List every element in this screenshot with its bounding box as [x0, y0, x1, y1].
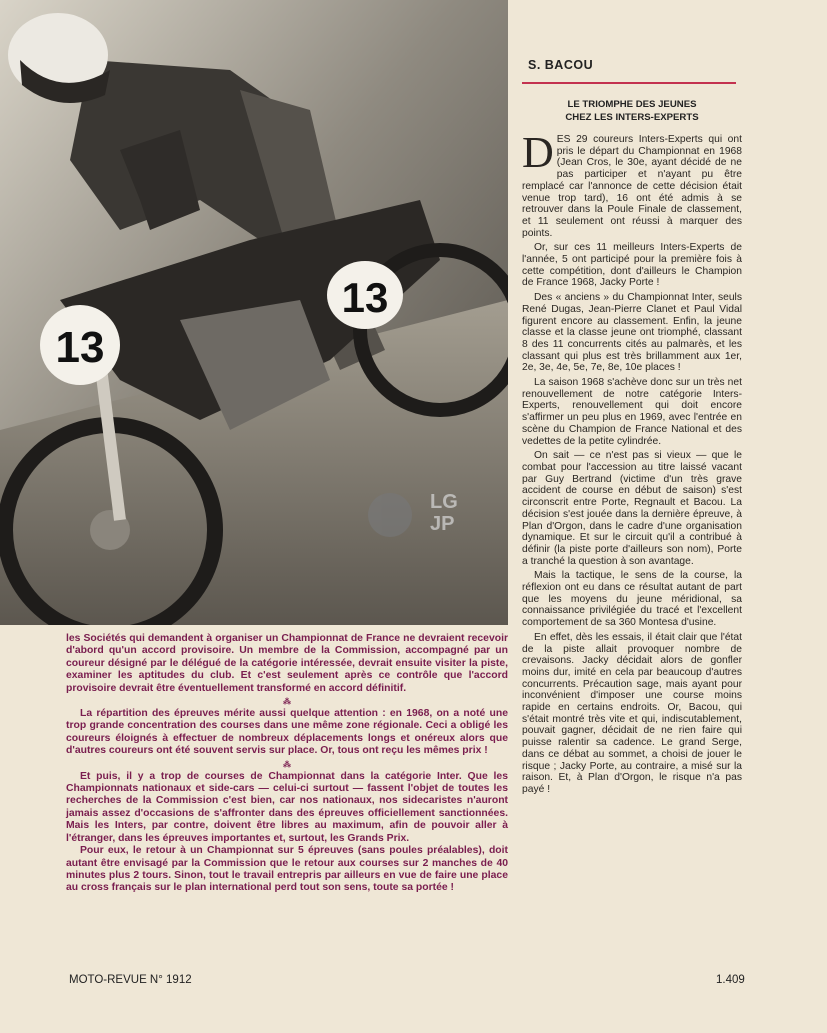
side-number: 13 [341, 274, 389, 321]
right-paragraph: Mais la tactique, le sens de la course, la réflexion ont eu dans ce résultat autant de part que les moyens du jeune méridional, sa connaissance privilégiée du tracé et l'excellent comportement de sa 360 Montesa d'usine. [522, 570, 742, 629]
red-rule [522, 82, 736, 84]
svg-text:LG: LG [430, 491, 458, 513]
magazine-issue: MOTO-REVUE N° 1912 [69, 974, 192, 986]
left-paragraph: Pour eux, le retour à un Championnat sur 5 épreuves (sans poules préalables), doit autant être envisagé par la Commission que le retour aux courses sur 2 manches de 40 minutes plus 2 tours. Sinon, tout le travail entrepris par ailleurs en vue de faire une place au cross français sur le plan international perd tout son sens, toute sa portée ! [66, 845, 508, 894]
svg-text:JP: JP [430, 513, 455, 535]
right-paragraph: On sait — ce n'est pas si vieux — que le combat pour l'accession au titre laissé vacant par Guy Bertrand (victime d'un très grave accident de course en début de saison) s'est circonscrit entre Porte, Regnault et Bacou. La décision s'est jouée dans la dernière épreuve, à Plan d'Orgon, dans le cadre d'une organisation dynamique. Et sur le circuit qu'il a contribué à définir (la piste porte d'ailleurs son nom), Porte a tranché la question à son avantage. [522, 450, 742, 567]
right-paragraph: Des « anciens » du Championnat Inter, seuls René Dugas, Jean-Pierre Clanet et Paul Vidal figurent encore au classement. Enfin, la jeune classe et la classe jeune ont triomphé, classant 8 des 11 concurrents cités au palmarès, et les classant qui plus est très brillamment aux 1er, 2e, 3e, 4e, 5e, 7e, 8e, 10e places ! [522, 292, 742, 374]
lead-text: ES 29 coureurs Inters-Experts qui ont pris le départ du Championnat en 1968 (Jean Cros, le 30e, ayant décidé de ne pas participer et n'ayant pu être remplacé car l'annonce de cette décision était venue trop tard), 16 ont été admis à se retrouver dans la Poule Finale de classement, et 11 seulement ont réussi à marquer des points. [522, 134, 742, 239]
motocross-rider-illustration [0, 0, 508, 625]
left-paragraph: les Sociétés qui demandent à organiser un Championnat de France ne devraient recevoir d'abord qu'un accord provisoire. Un membre de la Commission, accompagné par un coureur désigné par le délégué de la catégorie intéressée, devrait ensuite visiter la piste, examiner les aptitudes du club. Et c'est seulement après ce contrôle que l'accord provisoire devrait être éventuellement transformé en accord définitif. [66, 633, 508, 694]
front-number: 13 [55, 323, 105, 372]
subheading-line: CHEZ LES INTERS-EXPERTS [565, 112, 699, 123]
left-paragraph: Et puis, il y a trop de courses de Championnat dans la catégorie Inter. Que les Championnats nationaux et side-cars — celui-ci surtout — fassent l'objet de toutes les recherches de la Commission c'est bien, car nos nationaux, nos sidecaristes n'auront jamais assez d'occasions de s'affronter dans des épreuves officiellement sanctionnées. Mais les Inters, par contre, doivent être libres au maximum, afin de pouvoir aller à l'étranger, dans les épreuves importantes et, surtout, les Grands Prix. [66, 770, 508, 844]
drop-cap: D [522, 128, 554, 177]
lead-paragraph [522, 128, 742, 239]
right-article-text [522, 128, 742, 796]
left-paragraph: La répartition des épreuves mérite aussi quelque attention : en 1968, on a noté une trop grande concentration des courses dans une même zone régionale. Ceci a obligé les coureurs éloignés à effectuer de nombreux déplacements longs et onéreux alors que d'autres coureurs ont été souvent servis sur place. Or, tous ont reçu les mêmes prix ! [66, 708, 508, 757]
subheading-line: LE TRIOMPHE DES JEUNES [567, 99, 697, 110]
right-paragraph: En effet, dès les essais, il était clair que l'état de la piste allait provoquer nombre de crevaisons. Jacky décidait alors de gonfler moins dur, imité en cela par beaucoup d'autres concurrents. Précaution sage, mais ayant pour inconvénient d'imposer une course moins rapide en certains endroits. Or, Bacou, qui s'était montré très vite et qui, indiscutablement, pouvait gagner, décidait de ne rien faire qui puisse ralentir sa cadence. Le grand Serge, dans ce débat au sommet, a choisi de jouer le risque ; Jacky Porte, au contraire, a misé sur la raison. Et, à Plan d'Orgon, le risque n'a pas payé ! [522, 631, 742, 795]
right-paragraph: La saison 1968 s'achève donc sur un très net renouvellement de notre catégorie Inters-Experts, renouvellement qui doit encore s'affirmer un peu plus en 1969, avec l'entrée en scène du Champion de France National et des vedettes de la petite cylindrée. [522, 377, 742, 447]
separator-asterism: ⁂ [283, 697, 291, 707]
article-subheading [522, 98, 742, 124]
right-column [522, 58, 742, 799]
page-number: 1.409 [716, 974, 745, 986]
left-article-text [66, 633, 508, 895]
separator-asterism: ⁂ [283, 759, 291, 769]
right-paragraph: Or, sur ces 11 meilleurs Inters-Experts de l'année, 5 ont participé pour la première fois à cette compétition, dont d'ailleurs le Champion de France 1968, Jacky Porte ! [522, 242, 742, 289]
motocross-photo [0, 0, 508, 625]
author-name: S. BACOU [528, 58, 594, 72]
